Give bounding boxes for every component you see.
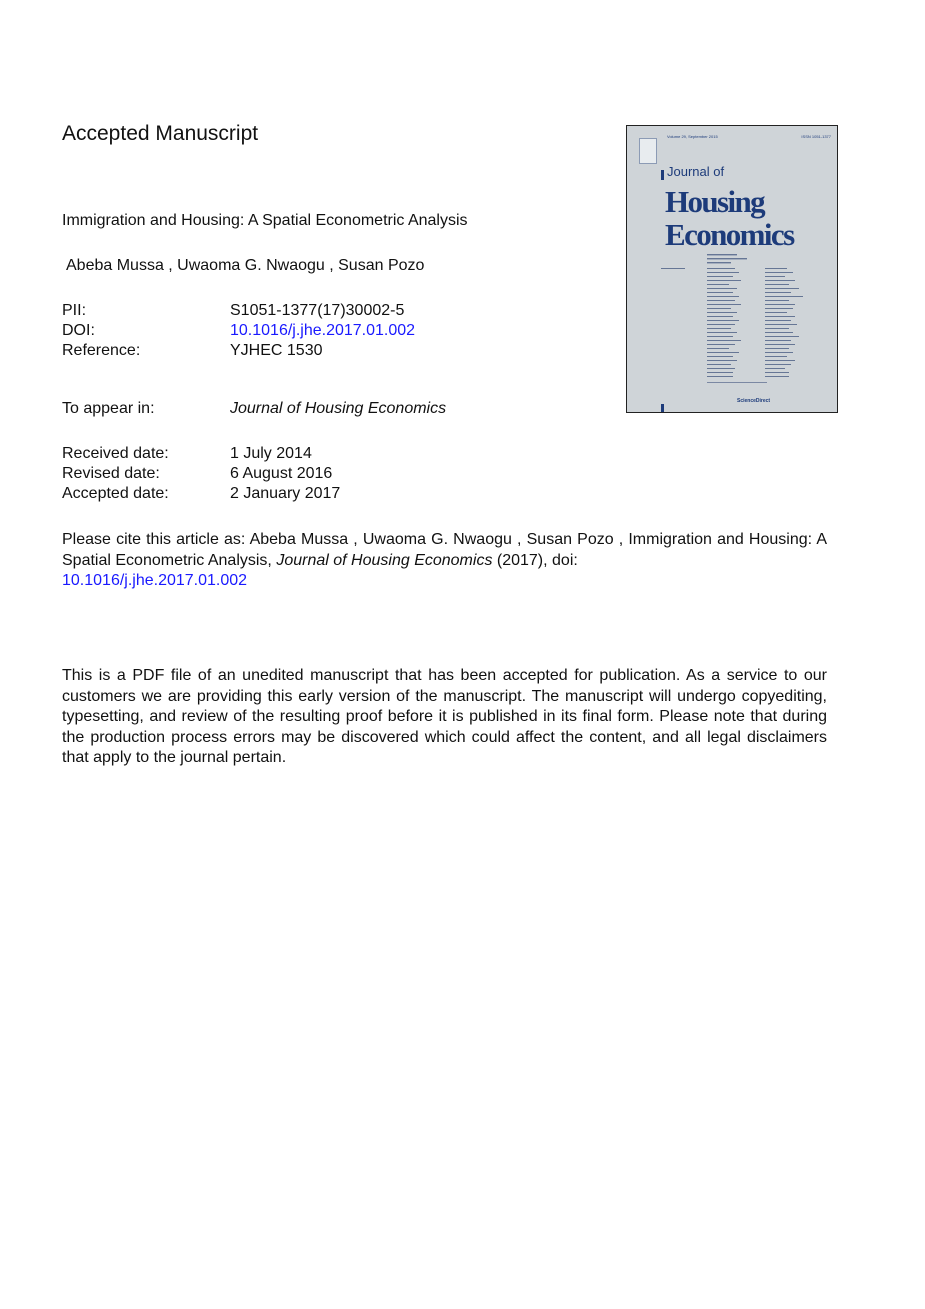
pii-label: PII: [62, 302, 87, 319]
doi-link[interactable]: 10.1016/j.jhe.2017.01.002 [230, 322, 416, 339]
revised-value: 6 August 2016 [230, 465, 333, 482]
author-list: Abeba Mussa , Uwaoma G. Nwaogu , Susan Pozo [66, 257, 425, 274]
cover-bottom-bar [661, 404, 664, 413]
accepted-label: Accepted date: [62, 485, 169, 502]
citation-suffix: (2017), doi: [492, 551, 578, 569]
article-title: Immigration and Housing: A Spatial Econometric Analysis [62, 212, 468, 229]
doi-label: DOI: [62, 322, 95, 339]
citation-journal: Journal of Housing Economics [276, 551, 493, 569]
cover-volume: Volume 29, September 2015 [667, 134, 718, 139]
appear-label: To appear in: [62, 400, 155, 417]
received-label: Received date: [62, 445, 169, 462]
accepted-value: 2 January 2017 [230, 485, 341, 502]
cover-housing: Housing [665, 184, 765, 219]
cover-header [667, 134, 831, 139]
citation-prefix: Please cite this article as: Abeba Mussa , Uwaoma G. Nwaogu , Susan Pozo , Immigration and Housing: A Spatial Econometric Analysis, [62, 531, 827, 569]
revised-label: Revised date: [62, 465, 160, 482]
reference-label: Reference: [62, 342, 141, 359]
journal-cover [626, 125, 838, 413]
appear-journal: Journal of Housing Economics [230, 400, 447, 417]
reference-value: YJHEC 1530 [230, 342, 323, 359]
cover-economics: Economics [665, 217, 794, 252]
pii-value: S1051-1377(17)30002-5 [230, 302, 405, 319]
cover-issn: ISSN 1051-1377 [801, 134, 831, 139]
received-value: 1 July 2014 [230, 445, 312, 462]
citation-paragraph [62, 530, 827, 592]
cover-sciencedirect: ScienceDirect [737, 398, 771, 404]
page-heading: Accepted Manuscript [62, 122, 259, 145]
elsevier-logo-icon [639, 138, 657, 164]
cover-accent-bar [661, 170, 664, 180]
cover-journal-of: Journal of [667, 164, 725, 179]
cover-editorial-board-texture [661, 254, 833, 404]
notice-paragraph: This is a PDF file of an unedited manuscript that has been accepted for publication. As a service to our customers we are providing this early version of the manuscript. The manuscript will undergo copyediting, typesetting, and review of the resulting proof before it is published in its final form. Please note that during the production process errors may be discovered which could affect the content, and all legal disclaimers that apply to the journal pertain. [62, 667, 827, 766]
citation-doi-link[interactable]: 10.1016/j.jhe.2017.01.002 [62, 572, 248, 589]
